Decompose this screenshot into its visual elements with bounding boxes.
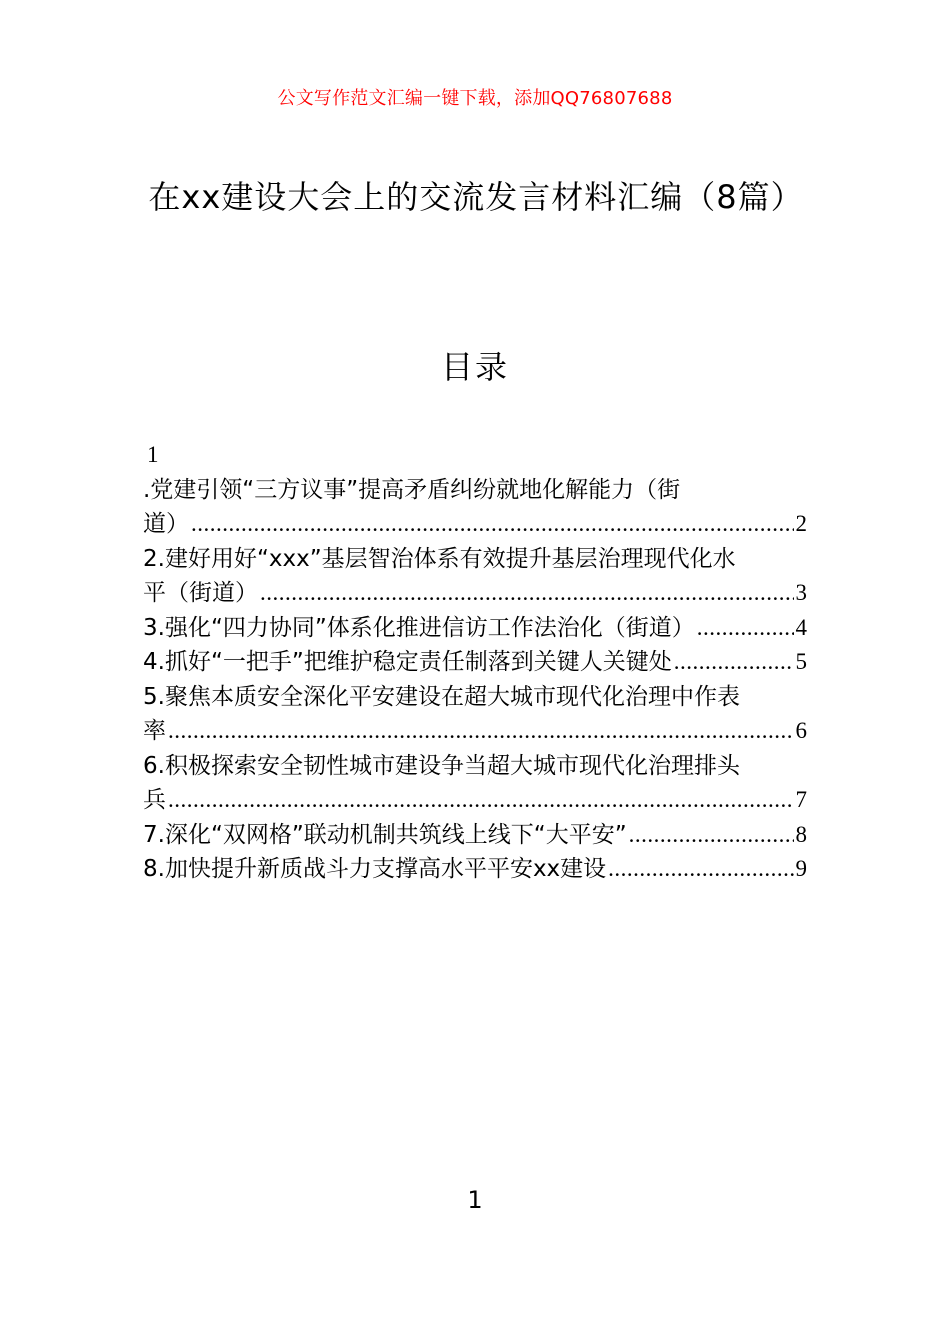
toc-page-number: 7	[795, 787, 807, 812]
toc-entry-title: 7.深化“双网格”联动机制共筑线上线下“大平安”	[143, 821, 627, 848]
toc-entry-1[interactable]	[143, 473, 807, 542]
toc-leader-dots	[674, 645, 794, 680]
toc-entry-2[interactable]	[143, 542, 807, 611]
toc-entry-8[interactable]	[143, 852, 807, 887]
toc-page-number: 3	[795, 580, 807, 605]
toc-entry-title: 兵	[143, 787, 166, 813]
toc-page-number: 8	[795, 821, 807, 847]
toc-page-number: 5	[795, 649, 807, 674]
toc-leader-dots	[629, 818, 794, 853]
toc-page-number: 4	[795, 614, 807, 640]
toc-entry-title: 8.加快提升新质战斗力支撑高水平平安xx建设	[143, 856, 607, 882]
toc-entry-6[interactable]	[143, 749, 807, 818]
toc-entry-title: 率	[143, 718, 166, 744]
toc-page-number: 2	[795, 511, 807, 536]
toc-lead-number: 1	[147, 442, 159, 467]
toc-entry-7[interactable]	[143, 818, 807, 853]
toc-entry-line: 5.聚焦本质安全深化平安建设在超大城市现代化治理中作表	[143, 683, 740, 710]
toc-heading: 目录	[440, 348, 509, 386]
toc-entry-title: 4.抓好“一把手”把维护稳定责任制落到关键人关键处	[143, 649, 672, 675]
toc-leader-dots	[168, 714, 794, 749]
toc-leader-dots	[260, 576, 794, 611]
toc-entry-line: 6.积极探索安全韧性城市建设争当超大城市现代化治理排头	[143, 752, 740, 779]
toc-entry-line: .党建引领“三方议事”提高矛盾纠纷就地化解能力（街	[143, 476, 681, 503]
toc-leader-dots	[608, 852, 793, 887]
toc-entry-title: 道）	[143, 511, 189, 537]
toc-leader-dots	[191, 507, 794, 542]
toc-entry-4[interactable]	[143, 645, 807, 680]
toc-leader-dots	[168, 783, 794, 818]
document-title: 在xx建设大会上的交流发言材料汇编（8篇）	[148, 178, 804, 216]
toc-entry-title: 3.强化“四力协同”体系化推进信访工作法治化（街道）	[143, 614, 695, 641]
toc-page-number: 6	[795, 718, 807, 743]
table-of-contents	[143, 438, 807, 887]
download-banner: 公文写作范文汇编一键下载，添加QQ76807688	[277, 88, 673, 109]
toc-entry-3[interactable]	[143, 611, 807, 646]
toc-page-number: 9	[795, 856, 807, 881]
page-number: 1	[467, 1186, 483, 1214]
toc-entry-line: 2.建好用好“xxx”基层智治体系有效提升基层治理现代化水	[143, 545, 736, 572]
toc-entry-title: 平（街道）	[143, 580, 258, 606]
toc-leader-dots	[697, 611, 794, 646]
toc-entry-5[interactable]	[143, 680, 807, 749]
